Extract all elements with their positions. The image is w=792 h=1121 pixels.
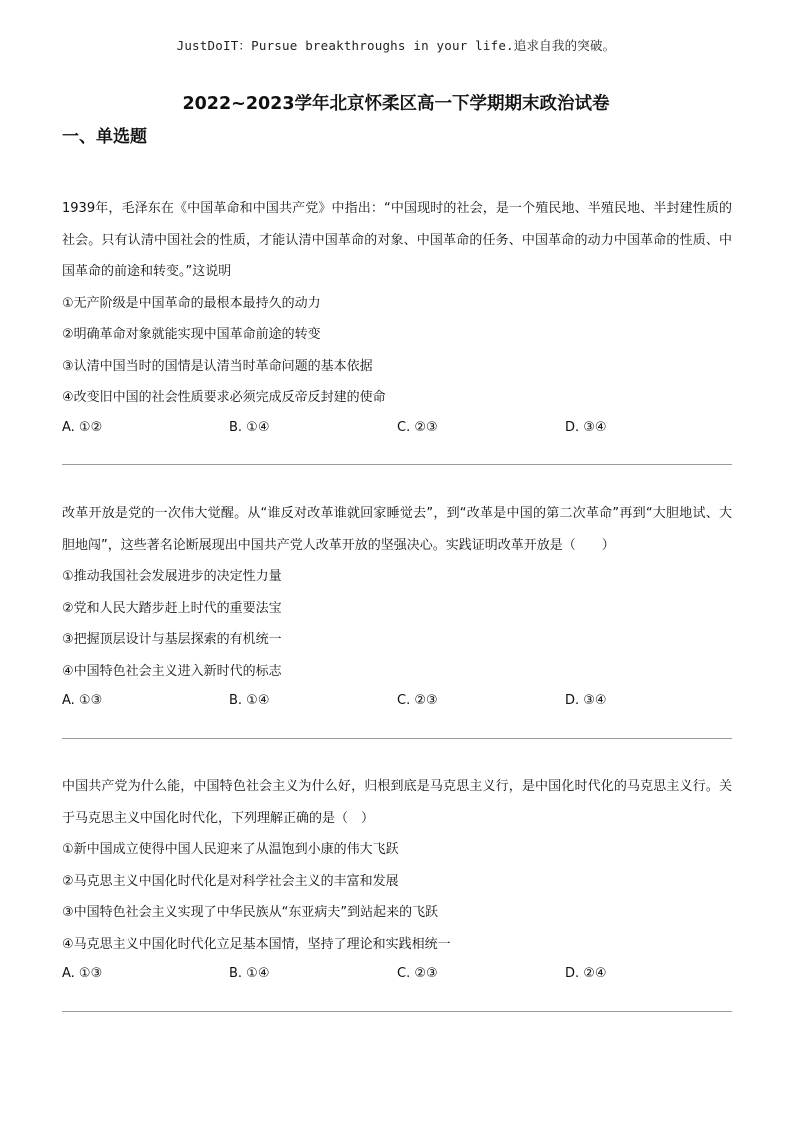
statement-option: ①新中国成立使得中国人民迎来了从温饱到小康的伟大飞跃 bbox=[62, 842, 399, 857]
statement-option: ①推动我国社会发展进步的决定性力量 bbox=[62, 569, 282, 584]
answer-choice-d[interactable]: D. ③④ bbox=[565, 419, 607, 435]
answer-choice-c[interactable]: C. ②③ bbox=[397, 419, 438, 435]
statement-option: ③中国特色社会主义实现了中华民族从“东亚病夫”到站起来的飞跃 bbox=[62, 905, 439, 920]
document-title: 2022~2023学年北京怀柔区高一下学期期末政治试卷 bbox=[182, 94, 610, 114]
statement-option: ②马克思主义中国化时代化是对科学社会主义的丰富和发展 bbox=[62, 873, 399, 889]
answer-choices bbox=[62, 689, 732, 717]
question-1 bbox=[62, 193, 732, 444]
answer-choice-b[interactable]: B. ①④ bbox=[229, 419, 270, 435]
statement-option: ②党和人民大踏步赶上时代的重要法宝 bbox=[62, 600, 282, 616]
section-heading: 一、单选题 bbox=[62, 127, 147, 147]
statement-option: ④中国特色社会主义进入新时代的标志 bbox=[62, 663, 282, 679]
page-header-tagline: JustDoIT：Pursue breakthroughs in your life.追求自我的突破。 bbox=[176, 38, 616, 53]
answer-choice-a[interactable]: A. ①③ bbox=[62, 693, 103, 708]
question-divider bbox=[62, 738, 732, 739]
answer-choices bbox=[62, 962, 732, 990]
question-stem: 中国共产党为什么能，中国特色社会主义为什么好，归根到底是马克思主义行，是中国化时代化的马克思主义行。关于马克思主义中国化时代化，下列理解正确的是（ ） bbox=[62, 779, 732, 826]
statement-option: ①无产阶级是中国革命的最根本最持久的动力 bbox=[62, 295, 321, 311]
question-stem: 改革开放是党的一次伟大觉醒。从“谁反对改革谁就回家睡觉去”，到“改革是中国的第二次革命”再到“大胆地试、大胆地闯”，这些著名论断展现出中国共产党人改革开放的坚强决心。实践证明改革开放是（ ） bbox=[62, 506, 732, 553]
question-divider bbox=[62, 1011, 732, 1012]
answer-choices bbox=[62, 416, 732, 444]
answer-choice-b[interactable]: B. ①④ bbox=[229, 966, 270, 981]
question-stem: 1939年，毛泽东在《中国革命和中国共产党》中指出：“中国现时的社会，是一个殖民地、半殖民地、半封建性质的社会。只有认清中国社会的性质，才能认清中国革命的对象、中国革命的任务、中国革命的动力中国革命的性质、中国革命的前途和转变。”这说明 bbox=[62, 201, 732, 279]
statement-option: ③认清中国当时的国情是认清当时革命问题的基本依据 bbox=[62, 358, 373, 374]
answer-choice-a[interactable]: A. ①③ bbox=[62, 966, 103, 981]
statement-option: ②明确革命对象就能实现中国革命前途的转变 bbox=[62, 327, 321, 342]
question-2 bbox=[62, 498, 732, 717]
answer-choice-d[interactable]: D. ②④ bbox=[565, 966, 607, 981]
question-3 bbox=[62, 771, 732, 990]
answer-choice-c[interactable]: C. ②③ bbox=[397, 966, 438, 981]
answer-choice-d[interactable]: D. ③④ bbox=[565, 693, 607, 708]
question-divider bbox=[62, 464, 732, 465]
answer-choice-b[interactable]: B. ①④ bbox=[229, 693, 270, 708]
answer-choice-a[interactable]: A. ①② bbox=[62, 419, 103, 435]
statement-option: ③把握顶层设计与基层探索的有机统一 bbox=[62, 632, 282, 647]
answer-choice-c[interactable]: C. ②③ bbox=[397, 693, 438, 708]
statement-option: ④改变旧中国的社会性质要求必须完成反帝反封建的使命 bbox=[62, 390, 386, 405]
statement-option: ④马克思主义中国化时代化立足基本国情，坚持了理论和实践相统一 bbox=[62, 936, 451, 952]
